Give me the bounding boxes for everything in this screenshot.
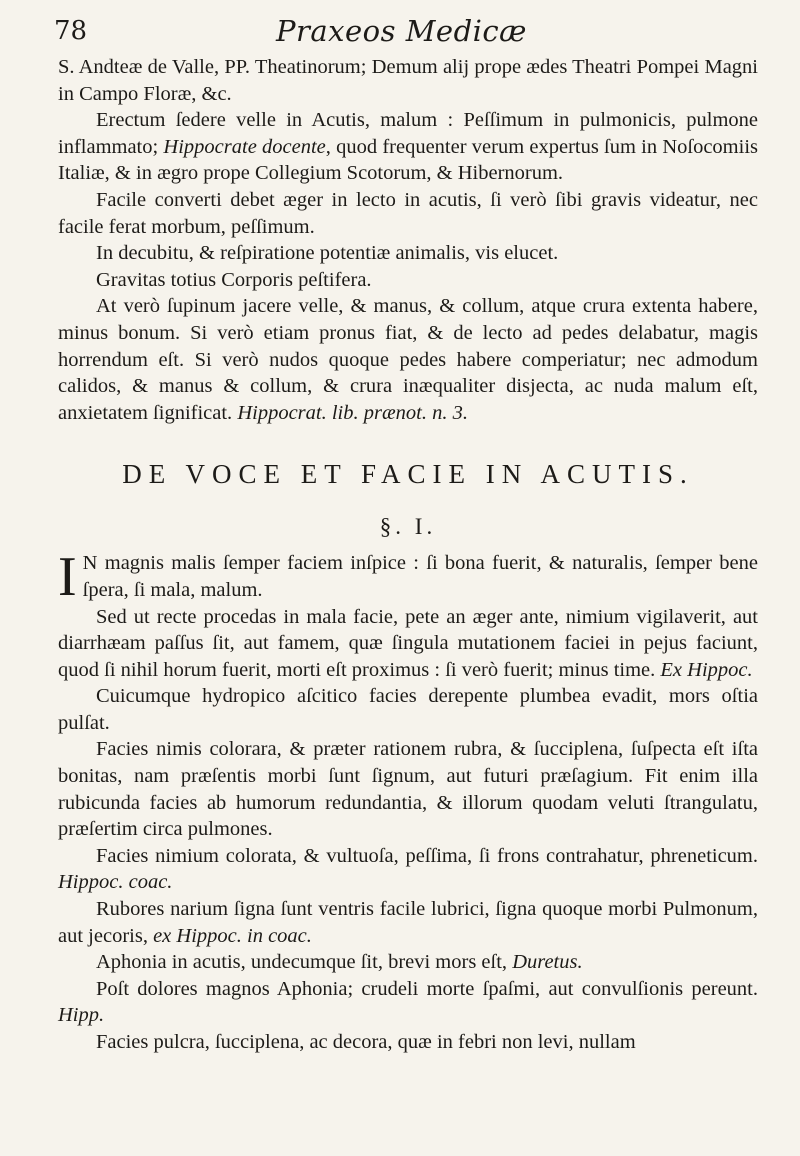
paragraph — [58, 546, 758, 609]
paragraph-text: Sed ut recte procedas in mala facie, pete an æger ante, nimium vigilaverit, aut diarrhæam paſſus ſit, aut famem, quæ ſingula mutationem faciei in pejus faciunt, quod ſi nihil horum fuerit, morti eſt proximus : ſi verò fuerit; minus time. — [58, 605, 758, 681]
paragraph — [58, 267, 758, 294]
section-heading: DE VOCE ET FACIE IN ACUTIS. — [122, 459, 694, 490]
citation: Duretus. — [512, 951, 583, 974]
running-title: Praxeos Medicæ — [276, 14, 527, 48]
paragraph-text: Gravitas totius Corporis peſtifera. — [96, 268, 372, 291]
paragraph — [58, 54, 758, 107]
page-number: 78 — [54, 16, 88, 46]
paragraph — [58, 604, 758, 684]
paragraph-text: Facies nimis colorara, & præter rationem rubra, & ſucciplena, ſuſpecta eſt iſta bonitas, nam præſentis morbi ſunt ſignum, aut futuri præſagium. Fit enim illa rubicunda facies ab humorum redundantia, & illorum quodam veluti ſtrangulatu, præſertim circa pulmones. — [58, 738, 758, 841]
paragraph-text: Facile converti debet æger in lecto in acutis, ſi verò ſibi gravis videatur, nec facile ferat morbum, peſſimum. — [58, 188, 758, 238]
body-text-bottom — [58, 546, 758, 1055]
citation: ex Hippoc. in coac. — [153, 924, 312, 947]
paragraph — [58, 949, 758, 976]
body-text-top — [58, 54, 758, 426]
paragraph — [58, 843, 758, 896]
citation: Hipp. — [58, 1004, 105, 1027]
paragraph-text: S. Andteæ de Valle, PP. Theatinorum; Demum alij prope ædes Theatri Pompei Magni in Campo Floræ, &c. — [58, 56, 758, 105]
paragraph-text: N magnis malis ſemper faciem inſpice : ſi bona fuerit, & naturalis, ſemper bene ſpera, ſi mala, malum. — [82, 552, 758, 601]
citation: Hippocrat. lib. prænot. n. 3. — [237, 401, 468, 424]
paragraph-text: In decubitu, & reſpiratione potentiæ animalis, vis elucet. — [96, 242, 559, 265]
paragraph-text: Erectum ſedere velle in Acutis, malum : Peſſimum in pulmonicis, pulmone inflammato; — [58, 109, 758, 158]
paragraph-text: Facies nimium colorata, & vultuoſa, peſſima, ſi frons contrahatur, phreneticum. — [96, 844, 758, 867]
paragraph-text: Poſt dolores magnos Aphonia; crudeli morte ſpaſmi, aut convulſionis pereunt. — [96, 977, 758, 1000]
drop-cap: I — [58, 546, 77, 609]
paragraph-text: At verò ſupinum jacere velle, & manus, & collum, atque crura extenta habere, minus bonum. Si verò etiam pronus fiat, & de lecto ad pedes delabatur, magis horrendum eſt. Si verò nudos quoque pedes habere comperiatur; nec admodum calidos, & manus & collum, & crura inæqualiter disjecta, ac nuda malum eſt, anxietatem ſignificat. — [58, 295, 758, 424]
running-head — [54, 14, 758, 48]
paragraph — [58, 976, 758, 1029]
paragraph — [58, 187, 758, 240]
paragraph — [58, 896, 758, 949]
paragraph-text: Facies pulcra, ſucciplena, ac decora, quæ in febri non levi, nullam — [96, 1031, 636, 1053]
paragraph-text: Cuicumque hydropico aſcitico facies derepente plumbea evadit, mors oſtia pulſat. — [58, 685, 758, 734]
paragraph — [58, 683, 758, 736]
paragraph — [58, 240, 758, 267]
paragraph — [58, 107, 758, 187]
paragraph — [58, 736, 758, 842]
citation: Ex Hippoc. — [660, 658, 753, 681]
paragraph-text: Aphonia in acutis, undecumque ſit, brevi mors eſt, — [96, 951, 513, 974]
paragraph — [58, 293, 758, 426]
citation: Hippocrate docente — [163, 135, 326, 158]
citation: Hippoc. coac. — [58, 871, 173, 894]
paragraph-text: , quod frequenter verum expertus ſum in Noſocomiis Italiæ, & in ægro prope Collegium Scotorum, & Hibernorum. — [58, 135, 758, 185]
section-number: §. I. — [379, 514, 437, 540]
paragraph-text: Rubores narium ſigna ſunt ventris facile lubrici, ſigna quoque morbi Pulmonum, aut jecoris, — [58, 898, 758, 947]
paragraph — [58, 1029, 758, 1056]
